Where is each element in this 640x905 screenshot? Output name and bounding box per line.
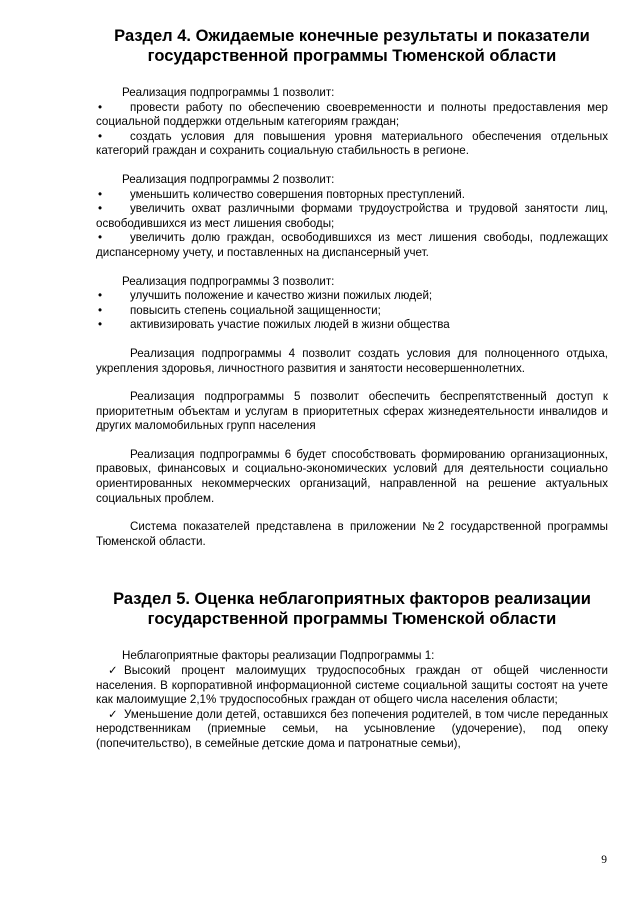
sub4-paragraph: Реализация подпрограммы 4 позволит создать условия для полноценного отдыха, укрепления здоровья, личностного развития и занятости несовершеннолетних.: [96, 346, 608, 375]
bullet-icon: •: [98, 202, 103, 216]
section-4-heading: Раздел 4. Ожидаемые конечные результаты и показатели государственной программы Тюменской области: [114, 27, 590, 65]
factors-list: [96, 664, 608, 752]
bullet-icon: •: [98, 100, 103, 114]
list-item: • улучшить положение и качество жизни пожилых людей;: [98, 289, 433, 303]
sub3-list: [96, 289, 608, 333]
bullet-icon: •: [98, 231, 103, 245]
list-item: • увеличить долю граждан, освободившихся из мест лишения свободы, подлежащих диспансерному учету, и поставленных на диспансерный учет.: [96, 231, 608, 259]
bullet-icon: •: [98, 303, 103, 317]
page-number: 9: [601, 854, 607, 866]
list-item: • провести работу по обеспечению своевременности и полноты предоставления мер социальной поддержки отдельным категориям граждан;: [96, 100, 608, 129]
bullet-icon: •: [98, 289, 103, 303]
sub6-paragraph: Реализация подпрограммы 6 будет способствовать формированию организационных, правовых, финансовых и социально-экономических условий для деятельности социально ориентированных некоммерческих организаций, направленной на решение актуальных социальных проблем.: [96, 447, 608, 505]
list-item: • создать условия для повышения уровня материального обеспечения отдельных категорий граждан и сохранить социальную стабильность в регионе.: [96, 129, 608, 158]
list-item: ✓ Высокий процент малоимущих трудоспособных граждан от общей численности населения. В корпоративной информационной системе социальной защиты состоят на учете как малоимущие 2,1% трудоспособных граждан от общего числа населения области;: [96, 664, 608, 707]
sub2-list: [96, 188, 608, 261]
indicators-paragraph: Система показателей представлена в приложении №2 государственной программы Тюменской области.: [96, 520, 608, 548]
sub3-intro: Реализация подпрограммы 3 позволит:: [122, 274, 335, 288]
section-4-body: [96, 86, 608, 549]
bullet-icon: •: [98, 129, 103, 143]
page-content: [96, 26, 608, 752]
list-item: • активизировать участие пожилых людей в жизни общества: [98, 318, 450, 332]
checkmark-icon: ✓: [108, 664, 118, 678]
sub5-paragraph: Реализация подпрограммы 5 позволит обеспечить беспрепятственный доступ к приоритетным объектам и услугам в приоритетных сферах жизнедеятельности инвалидов и других маломобильных групп населения: [96, 390, 608, 433]
section-5-body: [96, 649, 608, 751]
bullet-icon: •: [98, 318, 103, 332]
section-5-intro: Неблагоприятные факторы реализации Подпрограммы 1:: [122, 649, 435, 663]
list-item: ✓ Уменьшение доли детей, оставшихся без попечения родителей, в том числе переданных неродственникам (приемные семьи, на усыновление (удочерение), под опеку (попечительство), в семейные детские дома и патронатные семьи),: [96, 707, 608, 750]
bullet-icon: •: [98, 187, 103, 201]
section-5-heading: Раздел 5. Оценка неблагоприятных факторов реализации государственной программы Тюменской области: [113, 590, 591, 629]
list-item: • повысить степень социальной защищенности;: [98, 303, 381, 317]
sub1-intro: Реализация подпрограммы 1 позволит:: [122, 86, 335, 99]
checkmark-icon: ✓: [108, 707, 118, 721]
list-item: • увеличить охват различными формами трудоустройства и трудовой занятости лиц, освободившихся из мест лишения свободы;: [96, 202, 608, 230]
sub2-intro: Реализация подпрограммы 2 позволит:: [122, 172, 335, 186]
sub1-list: [96, 101, 608, 159]
list-item: • уменьшить количество совершения повторных преступлений.: [98, 187, 465, 201]
